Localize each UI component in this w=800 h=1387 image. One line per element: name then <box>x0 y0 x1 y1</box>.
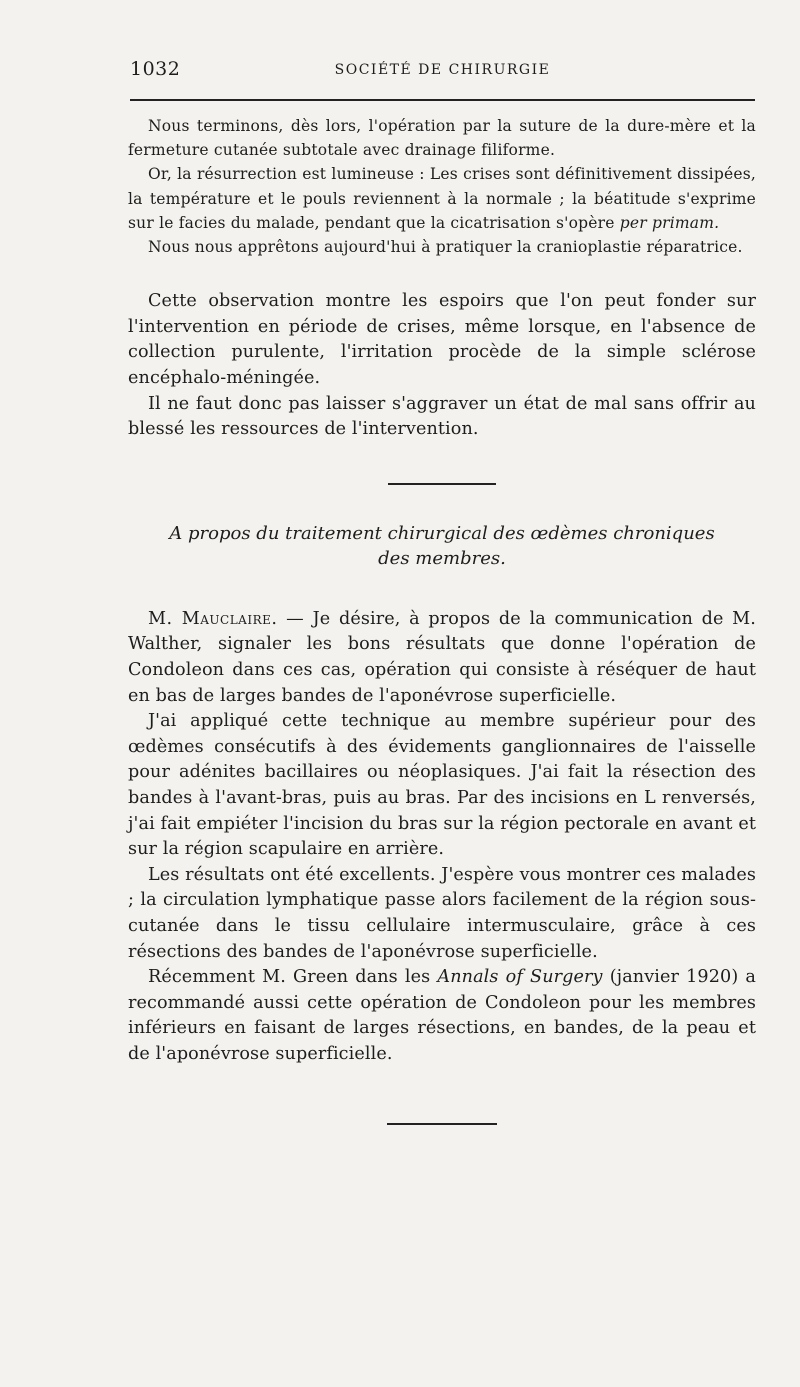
paragraph-conclusion-1: Cette observation montre les espoirs que l'on peut fonder sur l'intervention en période de crises, même lorsque, en l'absence de collection purulente, l'irritation procède de la simple sclérose encéphalo-méningée. <box>128 291 756 388</box>
article-body <box>128 607 756 1068</box>
outcome-text: Or, la résurrection est lumineuse : Les crises sont définitivement dissipées, la température et le pouls reviennent à la normale ; la béatitude s'exprime sur le facies du malade, pendant que la cicatrisation s'opère <box>128 165 756 232</box>
paragraph-article-4 <box>128 965 756 1067</box>
page-body <box>128 114 756 1125</box>
page-number: 1032 <box>130 58 181 80</box>
journal-title: Annals of Surgery <box>437 967 603 988</box>
paragraph-closure: Nous terminons, dès lors, l'opération par la suture de la dure-mère et la fermeture cutanée subtotale avec drainage filiforme. <box>128 117 756 160</box>
paragraph-article-4-end: (janvier 1920) a recommandé aussi cette opération de Condoleon pour les membres inférieurs en faisant de larges résections, en bandes, de la peau et de l'aponévrose superficielle. <box>128 967 756 1064</box>
running-title: SOCIÉTÉ DE CHIRURGIE <box>334 62 551 78</box>
header-rule <box>130 99 755 101</box>
paragraph-article-4-start: Récemment M. Green dans les <box>148 967 438 988</box>
article-title-line-1: A propos du traitement chirurgical des œdèmes chroniques <box>169 522 715 544</box>
paragraph-article-3: Les résultats ont été excellents. J'espère vous montrer ces malades ; la circulation lymphatique passe alors facilement de la région sous-cutanée dans le tissu cellulaire intermusculaire, grâce à ces résections des bandes de l'aponévrose superficielle. <box>128 864 756 962</box>
page-header <box>130 58 755 88</box>
paragraph-next-step: Nous nous apprêtons aujourd'hui à pratiquer la cranioplastie réparatrice. <box>148 238 743 257</box>
conclusion-block <box>128 289 756 443</box>
section-divider <box>388 483 496 485</box>
paragraph-article-1-text: — Je désire, à propos de la communication de M. Walther, signaler les bons résultats que donne l'opération de Condoleon dans ces cas, opération qui consiste à réséquer de haut en bas de larges bandes de l'aponévrose superficielle. <box>128 608 756 706</box>
outcome-italic: per primam. <box>619 213 720 232</box>
paragraph-outcome <box>128 162 756 235</box>
end-divider <box>387 1123 497 1125</box>
paragraph-article-2: J'ai appliqué cette technique au membre supérieur pour des œdèmes consécutifs à des évidements ganglionnaires de l'aisselle pour adénites bacillaires ou néoplasiques. J'ai fait la résection des bandes à l'avant-bras, puis au bras. Par des incisions en L renversés, j'ai fait empiéter l'incision du bras sur la région pectorale en avant et sur la région scapulaire en arrière. <box>128 711 756 860</box>
article-title <box>128 521 756 571</box>
paragraph-conclusion-2: Il ne faut donc pas laisser s'aggraver un état de mal sans offrir au blessé les ressources de l'intervention. <box>128 393 756 440</box>
speaker-name: M. Mauclaire. <box>148 608 278 629</box>
article-title-line-2: des membres. <box>378 547 506 569</box>
case-report-end <box>128 114 756 259</box>
paragraph-article-1 <box>128 607 756 709</box>
